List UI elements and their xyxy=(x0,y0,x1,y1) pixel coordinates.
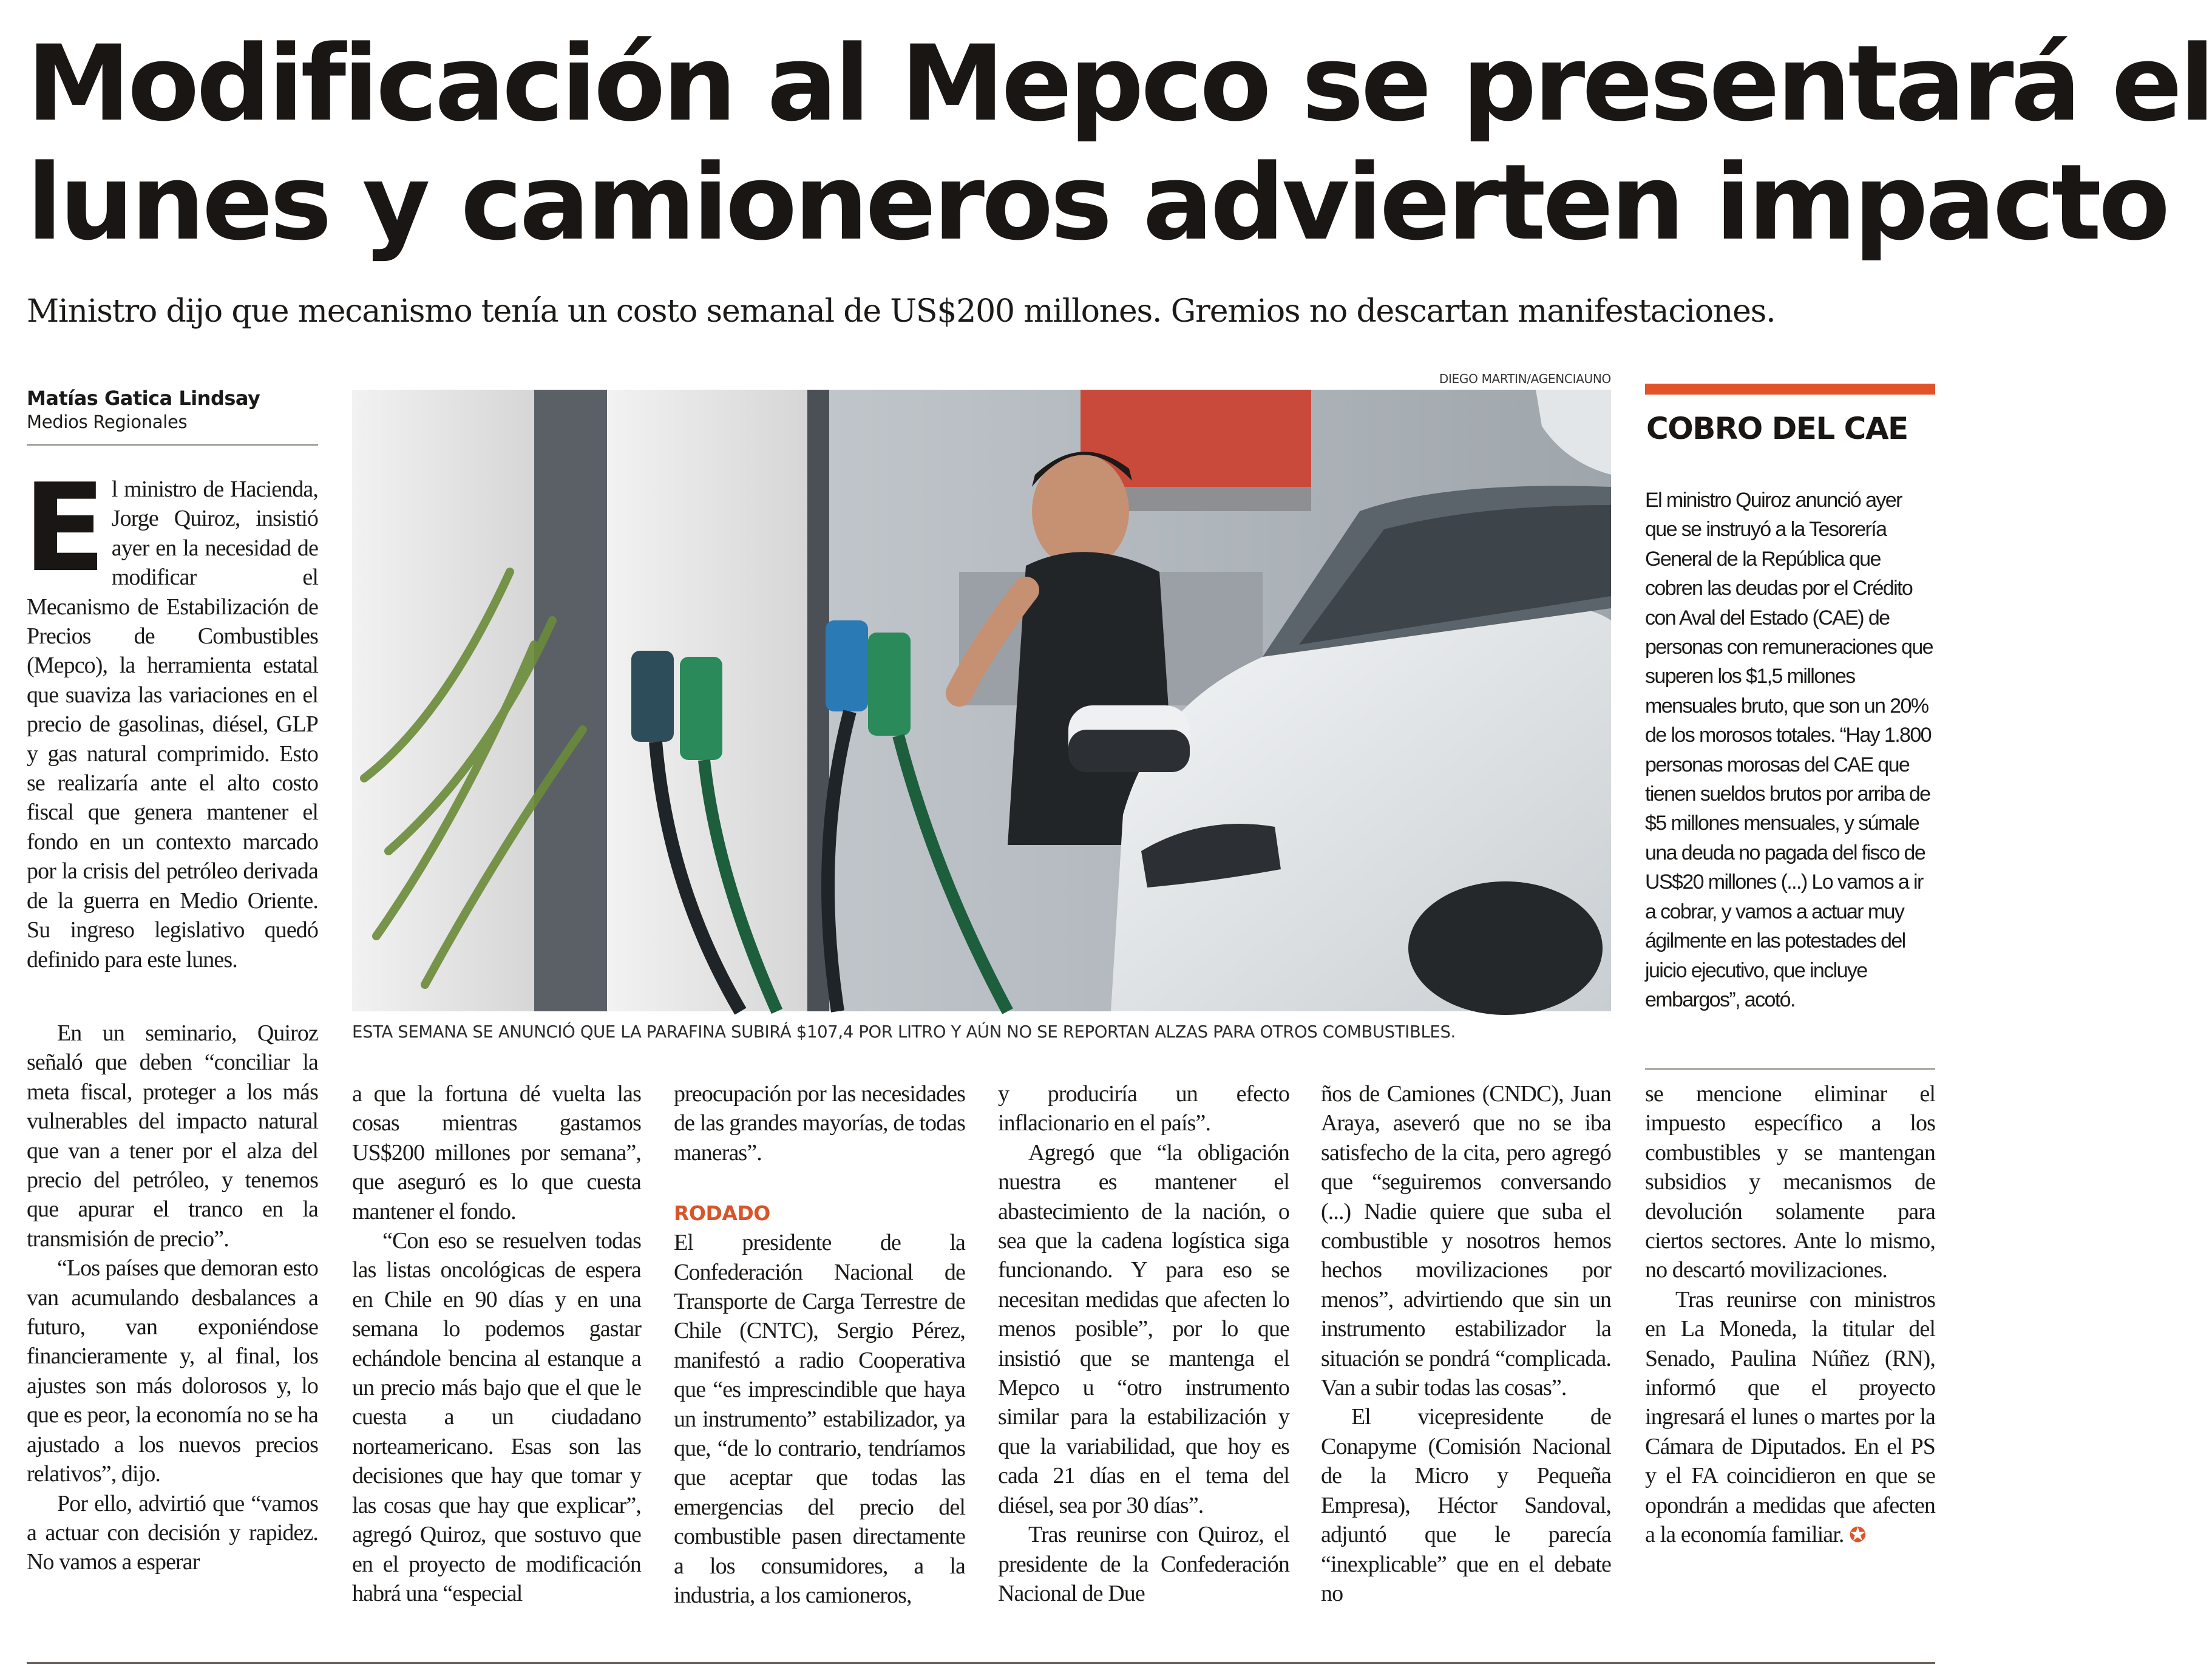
byline xyxy=(27,386,318,433)
article-paragraph-9: y produciría un efecto inflacionario en el país”. xyxy=(998,1081,1289,1136)
article-column-5 xyxy=(1321,1079,1611,1608)
article-paragraph-5: a que la fortuna dé vuelta las cosas mientras gastamos US$200 millones por semana”, que aseguró es lo que cuesta mantener el fondo. xyxy=(352,1081,641,1224)
article-paragraph-10: Agregó que “la obligación nuestra es mantener el abastecimiento de la nación, o sea que la cadena logística siga funcionando. Y para eso se necesitan medidas que afecten lo menos posible”, por lo que insistió que se mantenga el Mepco u “otro instrumento similar para la estabilización y que la variabilidad, que hoy es cada 21 días en el tema del diésel, sea por 30 días”. xyxy=(998,1139,1289,1518)
article-paragraph-11: Tras reunirse con Quiroz, el presidente de la Confederación Nacional de Due xyxy=(998,1522,1289,1606)
article-column-1-bottom xyxy=(27,1019,318,1577)
article-paragraph-15 xyxy=(1645,1285,1935,1550)
article-paragraph-1: l ministro de Hacienda, Jorge Quiroz, insistió ayer en la necesidad de modificar el Mecanismo de Estabilización de Precios de Combustibles (Mepco), la herramienta estatal que suaviza las variaciones en el precio de gasolinas, diésel, GLP y gas natural comprimido. Esto se realizaría ante el alto costo fiscal que genera mantener el fondo en un contexto marcado por la crisis del petróleo derivada de la guerra en Medio Oriente. Su ingreso legislativo quedó definido para este lunes. xyxy=(27,477,318,972)
article-column-2 xyxy=(352,1079,641,1608)
gas-station-photo-illustration xyxy=(352,390,1611,1011)
headline xyxy=(27,22,2212,263)
page-bottom-rule xyxy=(27,1662,1935,1664)
article-paragraph-15-text: Tras reunirse con ministros en La Moneda, la titular del Senado, Paulina Núñez (RN), informó que el proyecto ingresará el lunes o martes por la Cámara de Diputados. En el PS y el FA coincidieron en que se opondrán a medidas que afecten a la economía familiar. xyxy=(1645,1286,1935,1548)
photo-caption: ESTA SEMANA SE ANUNCIÓ QUE LA PARAFINA SUBIRÁ $107,4 POR LITRO Y AÚN NO SE REPORTAN ALZAS PARA OTROS COMBUSTIBLES. xyxy=(352,1022,1456,1042)
article-paragraph-12: ños de Camiones (CNDC), Juan Araya, aseveró que no se iba satisfecho de la cita, pero agregó que “seguiremos conversando (...) Nadie quiere que suba el combustible y nosotros hemos hechos movilizaciones por menos”, advirtiendo que sin un instrumento estabilizador la situación se pondrá “complicada. Van a subir todas las cosas”. xyxy=(1321,1081,1611,1401)
article-paragraph-4: Por ello, advirtió que “vamos a actuar con decisión y rapidez. No vamos a esperar xyxy=(27,1490,318,1575)
article-column-6 xyxy=(1645,1079,1935,1550)
sidebar-body: El ministro Quiroz anunció ayer que se instruyó a la Tesorería General de la República que cobren las deudas por el Crédito con Aval del Estado (CAE) de personas con remuneraciones que superen los $1,5 millones mensuales bruto, que son un 20% de los morosos totales. “Hay 1.800 personas morosas del CAE que tienen sueldos brutos por arriba de $5 millones mensuales, y súmale una deuda no pagada del fisco de US$20 millones (...) Lo vamos a ir a cobrar, y vamos a actuar muy ágilmente en las potestades del juicio ejecutivo, que incluye embargos”, acotó. xyxy=(1645,489,1933,1011)
article-paragraph-14: se mencione eliminar el impuesto específico a los combustibles y se mantengan subsidios y mecanismos de devolución solamente para ciertos sectores. Ante lo mismo, no descartó movilizaciones. xyxy=(1645,1081,1935,1283)
article-paragraph-6: “Con eso se resuelven todas las listas oncológicas de espera en Chile en 90 días y en una semana lo podemos gastar echándole bencina al estanque a un precio más bajo que el que le cuesta a un ciudadano norteamericano. Esas son las decisiones que hay que tomar y las cosas que hay que explicar”, agregó Quiroz, que sostuvo que en el proyecto de modificación habrá una “especial xyxy=(352,1228,641,1606)
headline-line-1: Modificación al Mepco se presentará el xyxy=(27,22,2212,144)
article-paragraph-8: El presidente de la Confederación Nacional de Transporte de Carga Terrestre de Chile (CNTC), Sergio Pérez, manifestó a radio Cooperativa que “es imprescindible que haya un instrumento” estabilizador, ya que, “de lo contrario, tendríamos que aceptar que todas las emergencias del precio del combustible pasen directamente a los consumidores, a la industria, a los camioneros, xyxy=(674,1230,965,1609)
byline-divider xyxy=(27,444,318,446)
article-column-4 xyxy=(998,1079,1289,1608)
subheadline: Ministro dijo que mecanismo tenía un costo semanal de US$200 millones. Gremios no descartan manifestaciones. xyxy=(27,293,1776,330)
article-paragraph-13: El vicepresidente de Conapyme (Comisión Nacional de la Micro y Pequeña Empresa), Héctor Sandoval, adjuntó que le parecía “inexplicable” que en el debate no xyxy=(1321,1404,1611,1606)
author-org: Medios Regionales xyxy=(27,412,188,432)
article-column-3 xyxy=(674,1079,965,1610)
article-column-1-top xyxy=(23,458,318,974)
drop-cap: E xyxy=(23,458,106,599)
headline-line-2: lunes y camioneros advierten impacto xyxy=(27,141,2168,263)
sidebar-title: COBRO DEL CAE xyxy=(1646,411,1908,446)
article-photo xyxy=(352,390,1611,1011)
article-paragraph-2: En un seminario, Quiroz señaló que deben “conciliar la meta fiscal, proteger a los más vulnerables del impacto natural que van a tener por el alza del precio del petróleo, y tenemos que apurar el tranco en la transmisión de precio”. xyxy=(27,1020,318,1252)
sidebar-divider xyxy=(1645,1068,1935,1070)
photo-credit: DIEGO MARTIN/AGENCIAUNO xyxy=(1439,372,1611,386)
article-paragraph-7: preocupación por las necesidades de las grandes mayorías, de todas maneras”. xyxy=(674,1081,965,1166)
sidebar-accent-bar xyxy=(1645,384,1935,395)
author-name: Matías Gatica Lindsay xyxy=(27,387,260,410)
end-mark-icon: ✪ xyxy=(1849,1523,1866,1548)
section-label-rodado: RODADO xyxy=(674,1201,770,1226)
article-paragraph-3: “Los países que demoran esto van acumulando desbalances a futuro, van exponiéndose financieramente y, al final, los ajustes son más dolorosos y, lo que es peor, la economía no se ha ajustado a los nuevos precios relativos”, dijo. xyxy=(27,1255,318,1487)
